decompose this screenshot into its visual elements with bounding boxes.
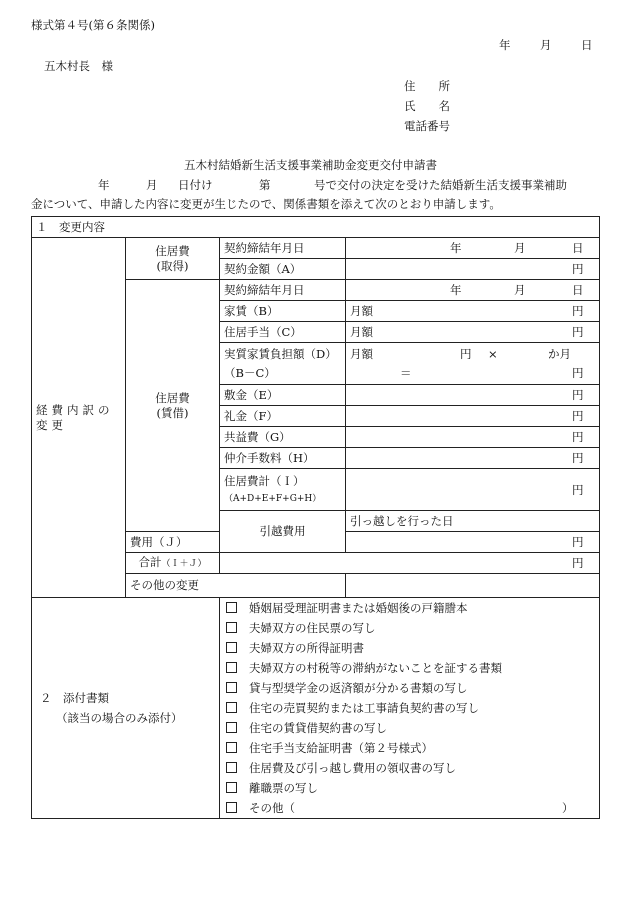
moving-cost-j-value[interactable] (346, 532, 600, 553)
agent-fee-h-label: 仲介手数料（H） (220, 448, 346, 469)
actual-rent-d-line1: 実質家賃負担額（D） (224, 346, 337, 361)
checklist-item[interactable] (226, 678, 595, 698)
deposit-e-value[interactable] (346, 385, 600, 406)
attachments-row (32, 598, 600, 819)
intro-year: 年 (98, 178, 110, 192)
checklist-label: 夫婦双方の所得証明書 (249, 641, 364, 655)
housing-acq-label2: (取得) (156, 258, 189, 273)
housing-rent-label2: (賃借) (156, 405, 189, 420)
date-year: 年 (499, 38, 511, 52)
checkbox[interactable] (226, 722, 237, 733)
applicant-name-label: 氏 名 (404, 99, 450, 113)
checklist-item[interactable] (226, 758, 595, 778)
checkbox[interactable] (226, 742, 237, 753)
grand-total-value[interactable] (220, 553, 600, 574)
deposit-e-label: 敷金（E） (220, 385, 346, 406)
checklist-item[interactable] (226, 778, 595, 798)
attachments-label (32, 598, 220, 819)
actual-rent-d-label (220, 343, 346, 385)
housing-total-i-label (220, 469, 346, 511)
agent-fee-h-value[interactable] (346, 448, 600, 469)
checklist-item-other[interactable] (226, 798, 595, 818)
acq-year: 年 (450, 240, 462, 255)
rent-contract-date-label: 契約締結年月日 (220, 280, 346, 301)
key-money-f-label: 礼金（F） (220, 406, 346, 427)
checklist-label: 住宅手当支給証明書（第２号様式） (249, 741, 433, 755)
actual-rent-d-value[interactable] (346, 343, 600, 385)
checklist-item[interactable] (226, 718, 595, 738)
checklist-label: 夫婦双方の村税等の滞納がないことを証する書類 (249, 661, 502, 675)
change-content-table (31, 216, 600, 819)
acq-month: 月 (514, 240, 526, 255)
checklist-label: 住宅の賃貸借契約書の写し (249, 721, 387, 735)
checklist-item[interactable] (226, 618, 595, 638)
rent-day: 日 (572, 282, 584, 297)
date-day: 日 (581, 38, 593, 52)
key-money-f-yen: 円 (572, 408, 584, 423)
housing-acq-label1: 住居費 (155, 244, 190, 259)
checkbox[interactable] (226, 682, 237, 693)
document-title: 五木村結婚新生活支援事業補助金変更交付申請書 (184, 158, 437, 172)
housing-acquisition-label (126, 238, 220, 280)
attachments-label-line2: （該当の場合のみ添付） (56, 711, 183, 725)
expense-breakdown-label: 経費内訳の変更 (32, 238, 126, 598)
rent-b-value[interactable] (346, 301, 600, 322)
intro-line2: 金について、申請した内容に変更が生じたので、関係書類を添えて次のとおり申請します。 (31, 197, 501, 211)
attachments-label-line1: ２ 添付書類 (40, 690, 109, 705)
actual-yen2: 円 (572, 366, 584, 380)
key-money-f-value[interactable] (346, 406, 600, 427)
attachments-list (220, 598, 600, 819)
rent-b-label: 家賃（B） (220, 301, 346, 322)
date-month: 月 (540, 38, 552, 52)
checklist-label: 住宅の売買契約または工事請負契約書の写し (249, 701, 479, 715)
acq-amount-value[interactable] (346, 259, 600, 280)
moving-date-label: 引っ越しを行った日 (346, 511, 600, 532)
applicant-address-label: 住 所 (404, 79, 450, 93)
table-row (32, 238, 600, 259)
common-g-value[interactable] (346, 427, 600, 448)
housing-rent-label1: 住居費 (155, 391, 190, 406)
checkbox[interactable] (226, 762, 237, 773)
checkbox[interactable] (226, 782, 237, 793)
rent-year: 年 (450, 282, 462, 297)
common-g-label: 共益費（G） (220, 427, 346, 448)
actual-equals: ＝ (400, 366, 412, 380)
agent-fee-h-yen: 円 (572, 450, 584, 465)
checklist-label: その他（ (249, 801, 295, 815)
actual-yen1: 円 (460, 347, 472, 361)
actual-monthly: 月額 (350, 347, 373, 361)
checklist-item[interactable] (226, 638, 595, 658)
moving-cost-j-label: 費用（Ｊ） (126, 532, 220, 553)
checkbox[interactable] (226, 702, 237, 713)
section1-heading: １ 変更内容 (32, 217, 600, 238)
checklist-item[interactable] (226, 738, 595, 758)
checklist-item[interactable] (226, 658, 595, 678)
grand-total-yen: 円 (572, 555, 584, 570)
moving-cost-label: 引越費用 (220, 511, 346, 553)
form-number: 様式第４号(第６条関係) (31, 18, 155, 32)
deposit-e-yen: 円 (572, 387, 584, 402)
allowance-c-monthly: 月額 (350, 324, 373, 339)
housing-rent-label (126, 280, 220, 532)
addressee: 五木村長 様 (44, 59, 113, 73)
checklist-item[interactable] (226, 598, 595, 618)
checklist-label: 離職票の写し (249, 781, 318, 795)
actual-times: × (488, 347, 498, 361)
checkbox[interactable] (226, 802, 237, 813)
checkbox[interactable] (226, 642, 237, 653)
checkbox[interactable] (226, 602, 237, 613)
checklist-label: 住居費及び引っ越し費用の領収書の写し (249, 761, 456, 775)
other-change-value[interactable] (346, 574, 600, 598)
acq-contract-date-label: 契約締結年月日 (220, 238, 346, 259)
checklist-label: 婚姻届受理証明書または婚姻後の戸籍謄本 (249, 601, 468, 615)
rent-contract-date-value[interactable] (346, 280, 600, 301)
housing-total-line2: （A+D+E+F+G+H） (224, 494, 322, 505)
common-g-yen: 円 (572, 429, 584, 444)
section1-row (32, 217, 600, 238)
checklist-label: 夫婦双方の住民票の写し (249, 621, 376, 635)
intro-month: 月 (146, 178, 158, 192)
checklist-item[interactable] (226, 698, 595, 718)
housing-total-line1: 住居費計（Ｉ） (224, 473, 305, 488)
checkbox[interactable] (226, 662, 237, 673)
acq-amount-yen: 円 (572, 261, 584, 276)
intro-line1-rest: 号で交付の決定を受けた結婚新生活支援事業補助 (314, 178, 567, 192)
applicant-phone-label: 電話番号 (404, 119, 450, 133)
other-change-label: その他の変更 (126, 574, 346, 598)
rent-b-monthly: 月額 (350, 303, 373, 318)
acq-contract-date-value[interactable] (346, 238, 600, 259)
rent-month: 月 (514, 282, 526, 297)
actual-rent-d-line2: （B－C） (224, 366, 276, 380)
grand-total-formula: （Ｉ＋Ｊ） (161, 559, 207, 570)
actual-months: か月 (548, 347, 571, 361)
acq-day: 日 (572, 240, 584, 255)
checkbox[interactable] (226, 622, 237, 633)
other-close-paren: ） (562, 801, 574, 815)
acq-amount-label: 契約金額（A） (220, 259, 346, 280)
grand-total-text: 合計 (138, 555, 162, 570)
intro-dai: 第 (259, 178, 271, 192)
housing-total-yen: 円 (572, 482, 584, 497)
allowance-c-value[interactable] (346, 322, 600, 343)
intro-day-tsuke: 日付け (178, 178, 213, 192)
moving-cost-yen: 円 (572, 534, 584, 549)
housing-total-i-value[interactable] (346, 469, 600, 511)
rent-b-yen: 円 (572, 303, 584, 318)
allowance-c-yen: 円 (572, 324, 584, 339)
checklist-label: 貸与型奨学金の返済額が分かる書類の写し (249, 681, 468, 695)
grand-total-label (126, 553, 220, 574)
allowance-c-label: 住居手当（C） (220, 322, 346, 343)
